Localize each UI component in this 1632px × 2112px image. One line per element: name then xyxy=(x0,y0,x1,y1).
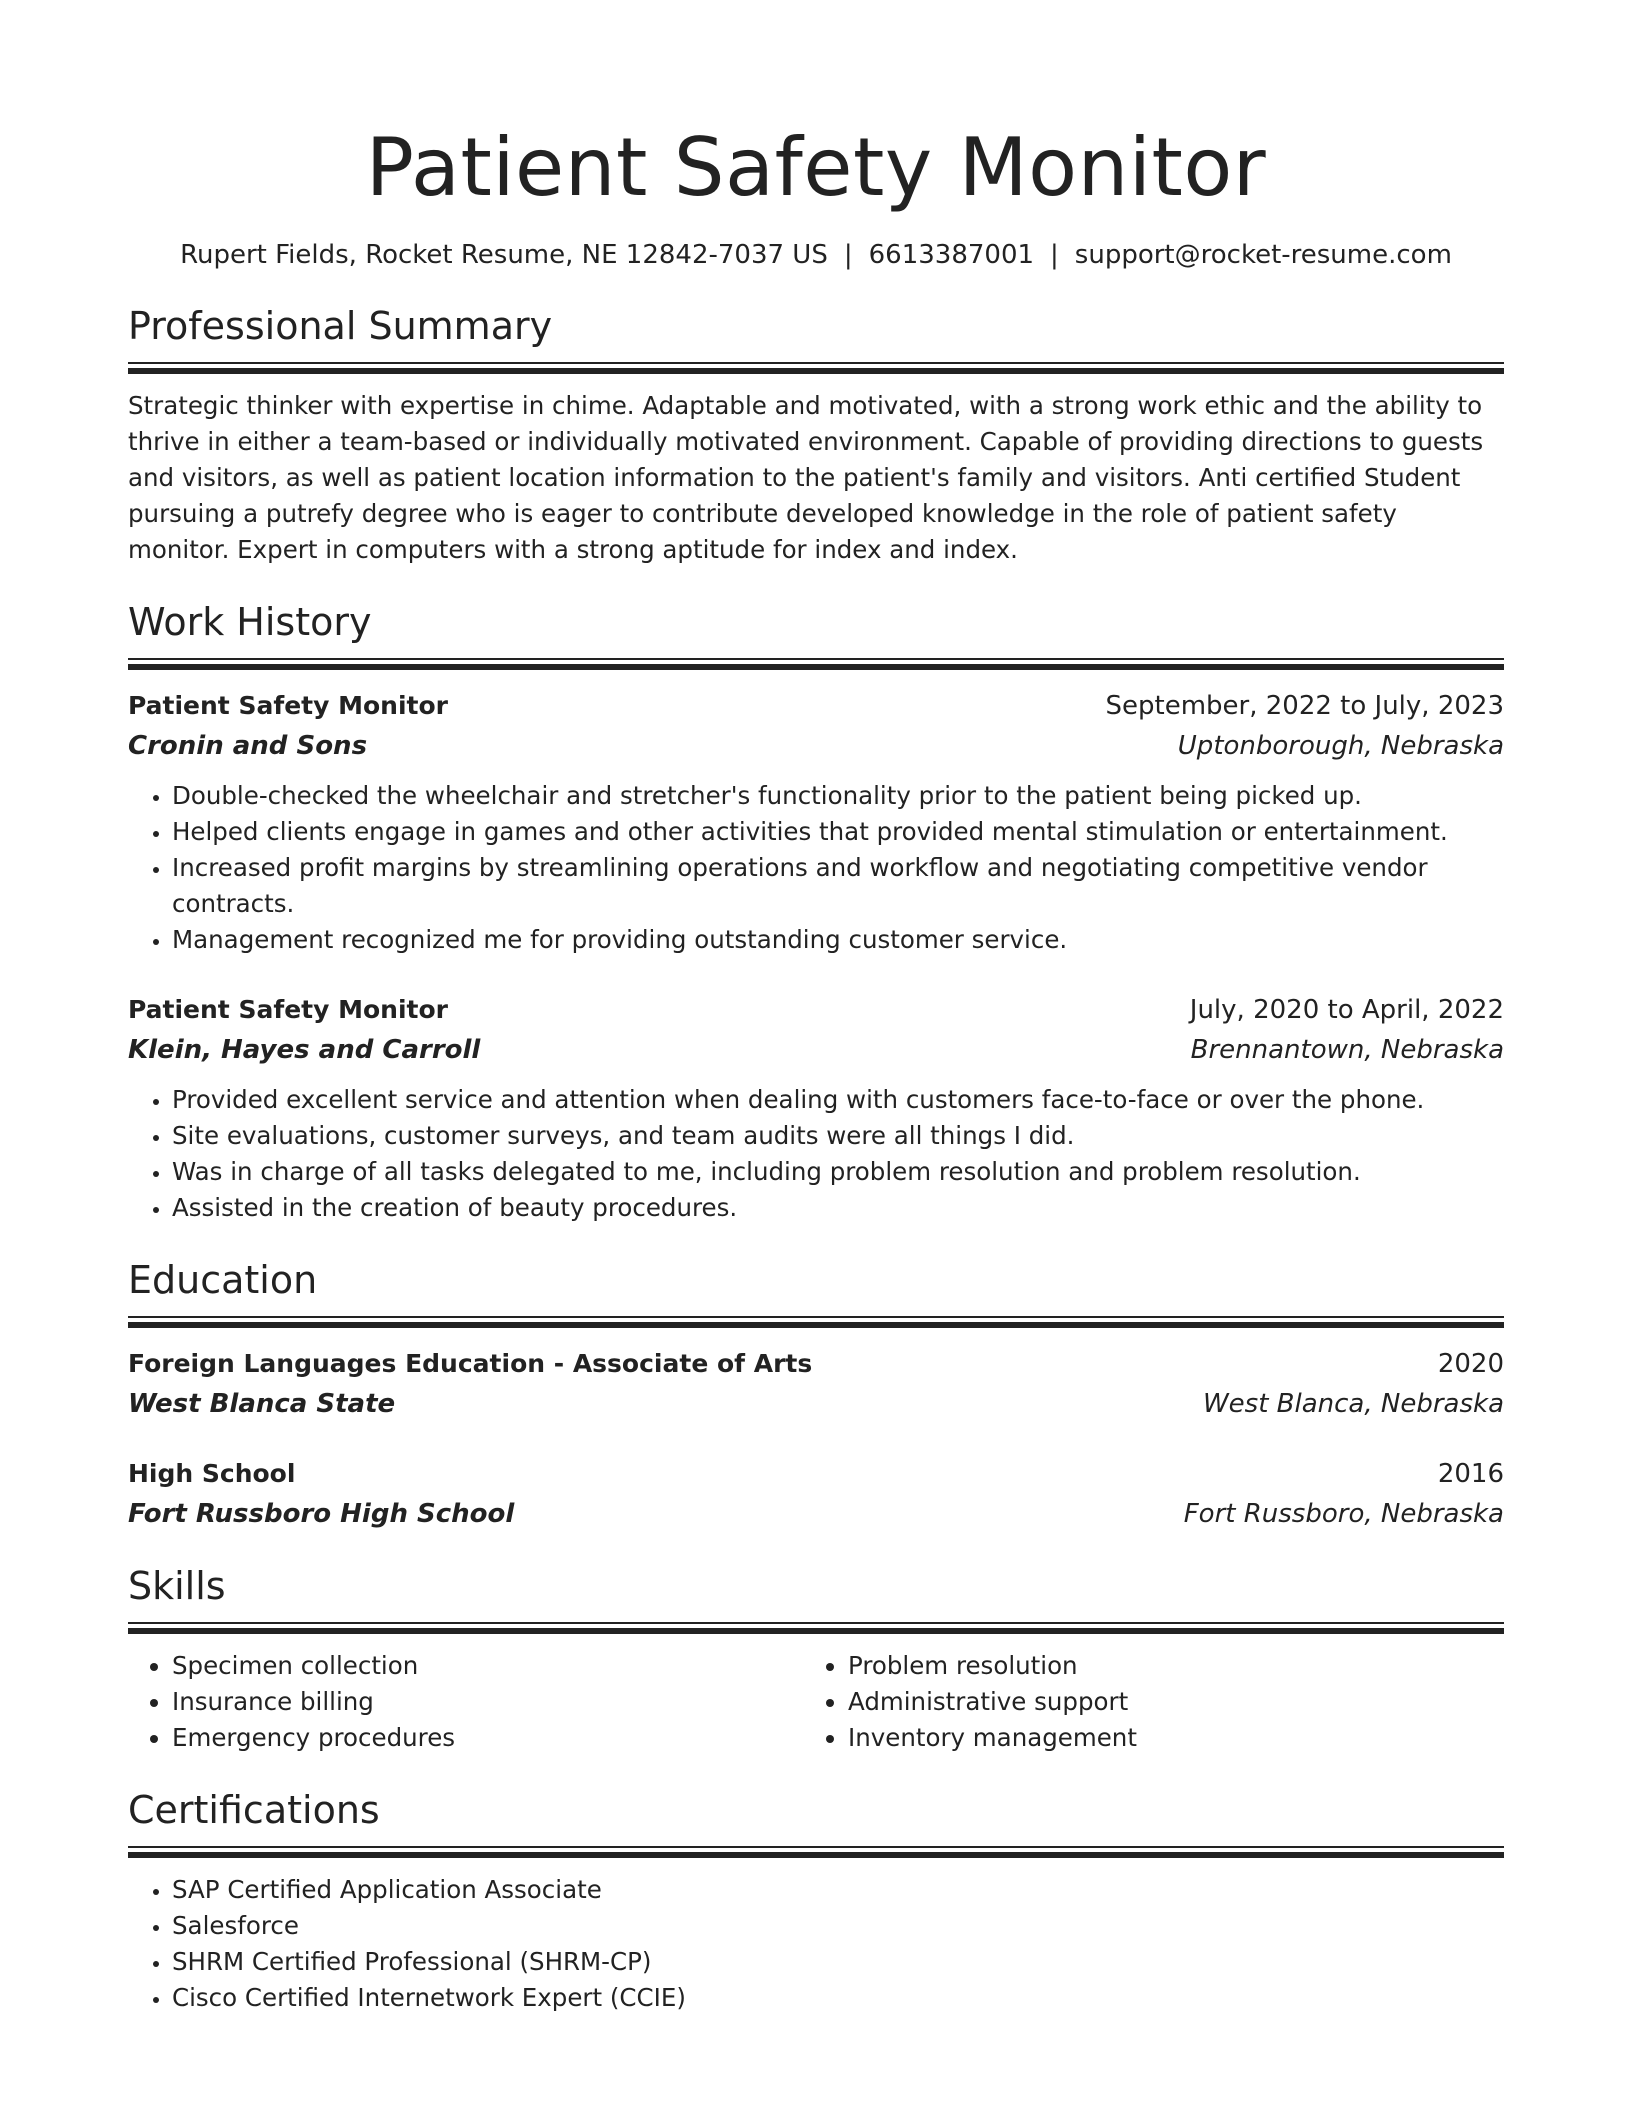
summary-text: Strategic thinker with expertise in chime. Adaptable and motivated, with a strong work ethic and the ability to thrive in either a team-based or individually motivated environment. Capable of providing directions to guests and visitors, as well as patient location information to the patient's family and visitors. Anti certified Student pursuing a putrefy degree who is eager to contribute developed knowledge in the role of patient safety monitor. Expert in computers with a strong aptitude for index and index. xyxy=(128,391,1484,564)
list-item: • Site evaluations, customer surveys, and team audits were all things I did. xyxy=(172,1118,1504,1154)
education-entry xyxy=(128,1346,1504,1422)
list-item: • Salesforce xyxy=(172,1908,1504,1944)
section-title-education: Education xyxy=(128,1258,318,1302)
education-school: West Blanca State xyxy=(128,1389,396,1419)
education-location: West Blanca, Nebraska xyxy=(1202,1389,1504,1419)
job-title: Patient Safety Monitor xyxy=(128,995,448,1024)
list-item: • Double-checked the wheelchair and stretcher's functionality prior to the patient being picked up. xyxy=(172,778,1504,814)
contact-separator: | xyxy=(1050,240,1059,270)
job-title: Patient Safety Monitor xyxy=(128,691,448,720)
resume-content xyxy=(128,118,1504,2016)
education-year: 2020 xyxy=(1437,1349,1504,1379)
section-divider xyxy=(128,1316,1504,1328)
summary-section xyxy=(128,302,1504,568)
education-location: Fort Russboro, Nebraska xyxy=(1183,1499,1504,1529)
list-item: • Administrative support xyxy=(848,1684,1480,1720)
contact-separator: | xyxy=(843,240,853,270)
skills-columns xyxy=(128,1648,1504,1756)
job-dates: July, 2020 to April, 2022 xyxy=(1189,995,1504,1025)
education-entry xyxy=(128,1456,1504,1532)
job-bullets xyxy=(128,778,1504,958)
work-history-section xyxy=(128,598,1504,1226)
list-item: • Inventory management xyxy=(848,1720,1480,1756)
certifications-section xyxy=(128,1786,1504,2016)
education-degree: Foreign Languages Education - Associate of Arts xyxy=(128,1349,813,1378)
job-dates: September, 2022 to July, 2023 xyxy=(1105,691,1504,721)
list-item: • SAP Certified Application Associate xyxy=(172,1872,1504,1908)
contact-line xyxy=(128,238,1504,272)
section-divider xyxy=(128,658,1504,670)
job-company: Klein, Hayes and Carroll xyxy=(128,1035,481,1065)
education-degree: High School xyxy=(128,1459,296,1488)
list-item: • Management recognized me for providing outstanding customer service. xyxy=(172,922,1504,958)
list-item: • SHRM Certified Professional (SHRM-CP) xyxy=(172,1944,1504,1980)
section-title-skills: Skills xyxy=(128,1564,226,1608)
section-divider xyxy=(128,1622,1504,1634)
section-divider xyxy=(128,1846,1504,1858)
job-location: Brennantown, Nebraska xyxy=(1190,1035,1504,1065)
education-section xyxy=(128,1256,1504,1532)
list-item: • Insurance billing xyxy=(172,1684,804,1720)
contact-email[interactable]: support@rocket-resume.com xyxy=(1074,240,1452,270)
section-title-summary: Professional Summary xyxy=(128,304,553,348)
contact-phone: 6613387001 xyxy=(868,240,1035,270)
section-title-work-history: Work History xyxy=(128,600,372,644)
skills-list-right xyxy=(804,1648,1480,1756)
education-school: Fort Russboro High School xyxy=(128,1499,515,1529)
list-item: • Problem resolution xyxy=(848,1648,1480,1684)
list-item: • Emergency procedures xyxy=(172,1720,804,1756)
job-entry xyxy=(128,688,1504,958)
list-item: • Assisted in the creation of beauty procedures. xyxy=(172,1190,1504,1226)
resume-name: Patient Safety Monitor xyxy=(365,121,1267,214)
list-item: • Was in charge of all tasks delegated to me, including problem resolution and problem resolution. xyxy=(172,1154,1504,1190)
education-year: 2016 xyxy=(1437,1459,1504,1489)
list-item: • Increased profit margins by streamlining operations and workflow and negotiating competitive vendor contracts. xyxy=(172,850,1504,922)
job-entry xyxy=(128,992,1504,1226)
job-company: Cronin and Sons xyxy=(128,731,368,761)
contact-address: Rupert Fields, Rocket Resume, NE 12842-7037 US xyxy=(180,240,828,270)
list-item: • Provided excellent service and attention when dealing with customers face-to-face or over the phone. xyxy=(172,1082,1504,1118)
certifications-list xyxy=(128,1872,1504,2016)
section-title-certifications: Certifications xyxy=(128,1788,380,1832)
skills-section xyxy=(128,1562,1504,1756)
list-item: • Cisco Certified Internetwork Expert (CCIE) xyxy=(172,1980,1504,2016)
skills-list-left xyxy=(128,1648,804,1756)
list-item: • Specimen collection xyxy=(172,1648,804,1684)
job-bullets xyxy=(128,1082,1504,1226)
job-location: Uptonborough, Nebraska xyxy=(1177,731,1504,761)
list-item: • Helped clients engage in games and other activities that provided mental stimulation or entertainment. xyxy=(172,814,1504,850)
section-divider xyxy=(128,362,1504,374)
